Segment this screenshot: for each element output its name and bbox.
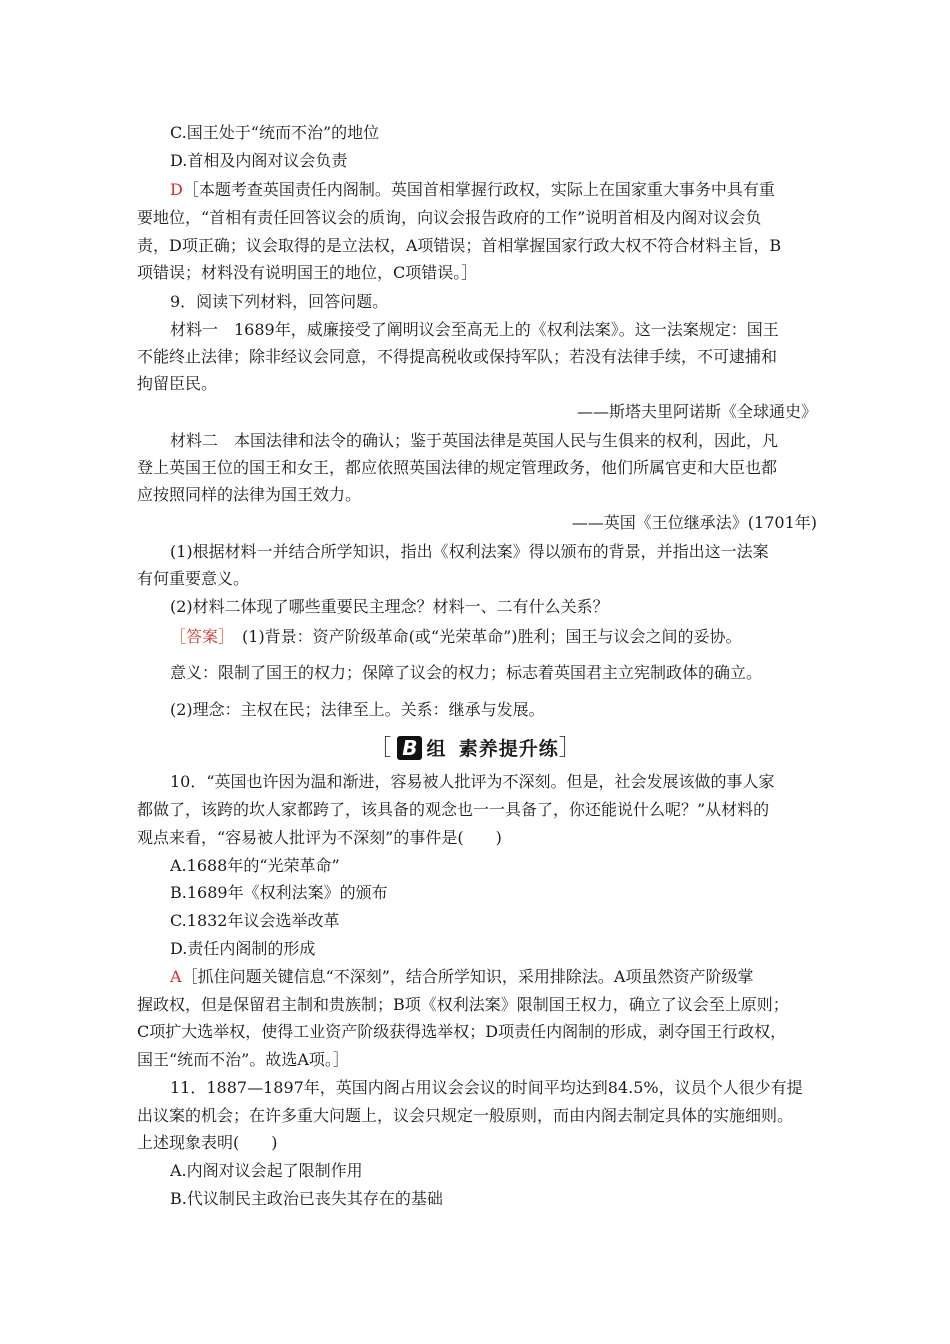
option-11b: B.代议制民主政治已丧失其存在的基础 xyxy=(170,1189,443,1208)
question-9-2: (2)材料二体现了哪些重要民主理念？材料一、二有什么关系？ xyxy=(170,597,609,616)
section-bracket-close: ］ xyxy=(558,736,581,761)
material-2-line-3: 应按照同样的法律为国王效力。 xyxy=(137,485,362,504)
material-1-line-1: 材料一 1689年，威廉接受了阐明议会至高无上的《权利法案》。这一法案规定：国王 xyxy=(170,320,779,339)
answer-10-line-3: C项扩大选举权，使得工业资产阶级获得选举权；D项责任内阁制的形成，剥夺国王行政权， xyxy=(137,1022,787,1041)
question-9: 9．阅读下列材料，回答问题。 xyxy=(170,292,389,311)
answer-key: D xyxy=(170,180,183,199)
question-11-line-3: 上述现象表明( ) xyxy=(137,1133,278,1152)
answer-8-line-2: 要地位，“首相有责任回答议会的质询，向议会报告政府的工作”说明首相及内阁对议会负 xyxy=(137,208,762,227)
option-10d: D.责任内阁制的形成 xyxy=(170,939,316,958)
answer-label: ［答案］ xyxy=(170,627,227,646)
section-header xyxy=(0,734,950,764)
option-8c: C.国王处于“统而不治”的地位 xyxy=(170,123,380,142)
material-2-line-2: 登上英国王位的国王和女王，都应依照英国法律的规定管理政务，他们所属官吏和大臣也都 xyxy=(137,458,778,477)
answer-9-line-3: (2)理念：主权在民；法律至上。关系：继承与发展。 xyxy=(170,700,545,719)
answer-10-line-4: 国王“统而不治”。故选A项。］ xyxy=(137,1050,349,1069)
section-title: 素养提升练 xyxy=(458,738,559,760)
answer-8-line-4: 项错误；材料没有说明国王的地位，C项错误。］ xyxy=(137,263,478,282)
material-2-line-1: 材料二 本国法律和法令的确认；鉴于英国法律是英国人民与生俱来的权利，因此，凡 xyxy=(170,431,779,450)
question-10-line-3: 观点来看，“容易被人批评为不深刻”的事件是( ) xyxy=(137,828,502,847)
option-10b: B.1689年《权利法案》的颁布 xyxy=(170,883,388,902)
material-1-line-2: 不能终止法律；除非经议会同意，不得提高税收或保持军队；若没有法律手续，不可逮捕和 xyxy=(137,347,778,366)
section-bracket-open: ［ xyxy=(369,736,392,761)
question-10-line-1: 10．“英国也许因为温和渐进，容易被人批评为不深刻。但是，社会发展该做的事人家 xyxy=(170,772,775,791)
question-11-line-1: 11．1887—1897年，英国内阁占用议会会议的时间平均达到84.5%，议员个人很少有提 xyxy=(170,1078,803,1097)
answer-8-line-3: 责，D项正确；议会取得的是立法权，A项错误；首相掌握国家行政大权不符合材料主旨，B xyxy=(137,236,782,255)
question-9-1-line-1: (1)根据材料一并结合所学知识，指出《权利法案》得以颁布的背景，并指出这一法案 xyxy=(170,542,769,561)
answer-10-line-1: A［抓住问题关键信息“不深刻”，结合所学知识，采用排除法。A项虽然资产阶级掌 xyxy=(170,967,754,986)
question-11-line-2: 出议案的机会；在许多重大问题上，议会只规定一般原则，而由内阁去制定具体的实施细则。 xyxy=(137,1106,794,1125)
answer-9-line-1: ［答案］ (1)背景：资产阶级革命(或“光荣革命”)胜利；国王与议会之间的妥协。 xyxy=(170,627,742,646)
answer-key: A xyxy=(170,967,182,986)
material-1-line-3: 拘留臣民。 xyxy=(137,374,218,393)
answer-10-line-2: 握政权，但是保留君主制和贵族制；B项《权利法案》限制国王权力，确立了议会至上原则； xyxy=(137,995,789,1014)
option-10c: C.1832年议会选举改革 xyxy=(170,911,340,930)
question-10-line-2: 都做了，该跨的坎人家都跨了，该具备的观念也一一具备了，你还能说什么呢？”从材料的 xyxy=(137,800,770,819)
option-10a: A.1688年的“光荣革命” xyxy=(170,856,340,875)
option-8d: D.首相及内阁对议会负责 xyxy=(170,151,348,170)
group-b-badge: B xyxy=(397,736,422,760)
material-2-source: ——英国《王位继承法》(1701年) xyxy=(571,513,817,532)
question-9-1-line-2: 有何重要意义。 xyxy=(137,569,250,588)
answer-8-line-1: D［本题考查英国责任内阁制。英国首相掌握行政权，实际上在国家重大事务中具有重 xyxy=(170,180,775,199)
group-suffix: 组 xyxy=(426,738,446,760)
material-1-source: ——斯塔夫里阿诺斯《全球通史》 xyxy=(576,402,817,421)
option-11a: A.内阁对议会起了限制作用 xyxy=(170,1161,363,1180)
answer-9-line-2: 意义：限制了国王的权力；保障了议会的权力；标志着英国君主立宪制政体的确立。 xyxy=(170,663,763,682)
